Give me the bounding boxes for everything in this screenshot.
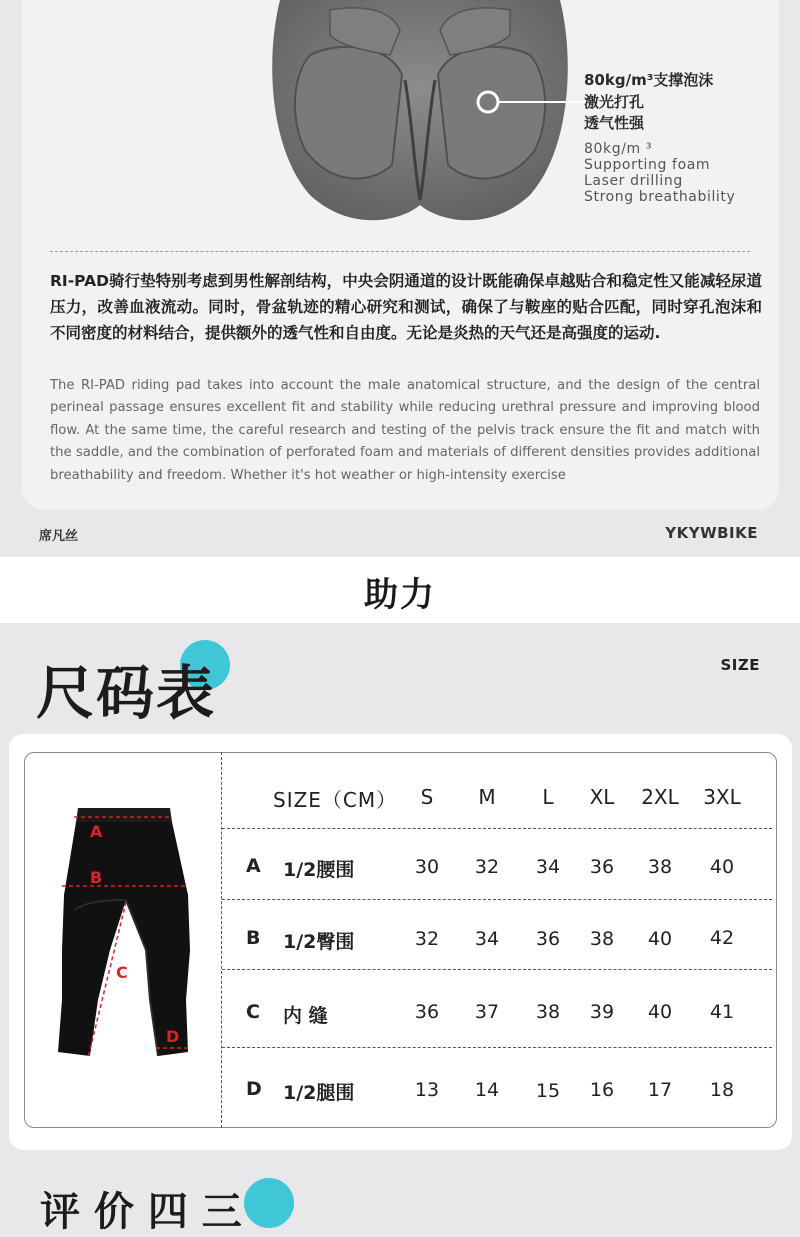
size-header: 3XL bbox=[703, 785, 741, 809]
row-label: 1/2腿围 bbox=[283, 1082, 355, 1104]
table-cell: 32 bbox=[414, 928, 440, 950]
callout-en-line-2: Supporting foam bbox=[584, 157, 711, 173]
description-english: The RI-PAD riding pad takes into account the male anatomical structure, and the design of the central perineal passage ensures excellent fit and stability while reducing urethral pressure and improving blood flow. At the same time, the careful research and testing of the pelvis track ensure the fit and match with the saddle, and the combination of perforated foam and materials of different densities provides additional breathability and freedom. Whether it's hot weather or high-intensity exercise bbox=[50, 378, 760, 483]
table-cell: 30 bbox=[414, 856, 440, 878]
table-row-divider bbox=[222, 899, 772, 900]
table-cell: 40 bbox=[647, 1001, 673, 1023]
size-header: XL bbox=[589, 785, 615, 809]
brand-left: 席凡丝 bbox=[39, 529, 79, 544]
table-cell: 41 bbox=[709, 1001, 735, 1023]
table-cell: 32 bbox=[474, 856, 500, 878]
marker-b: B bbox=[90, 868, 103, 887]
table-vertical-divider bbox=[221, 752, 222, 1128]
table-cell: 38 bbox=[535, 1001, 561, 1023]
row-label: 内 缝 bbox=[283, 1005, 328, 1027]
size-chart-title: 尺码表 bbox=[36, 659, 217, 727]
marker-d: D bbox=[166, 1027, 180, 1046]
brand-right: YKYWBIKE bbox=[665, 524, 758, 542]
table-cell: 40 bbox=[709, 856, 735, 878]
accent-circle bbox=[244, 1178, 294, 1228]
table-row-divider bbox=[222, 828, 772, 829]
row-label: 1/2臀围 bbox=[283, 931, 355, 953]
pants-diagram bbox=[50, 800, 200, 1062]
table-cell: 38 bbox=[647, 856, 673, 878]
table-cell: 13 bbox=[414, 1079, 440, 1101]
size-tag: SIZE bbox=[720, 656, 760, 674]
table-cell: 40 bbox=[647, 928, 673, 950]
dashed-divider bbox=[50, 251, 750, 252]
pad-feature-card bbox=[22, 0, 779, 510]
table-cell: 18 bbox=[709, 1079, 735, 1101]
size-header: 2XL bbox=[641, 785, 679, 809]
callout-en-line-3: Laser drilling bbox=[584, 173, 683, 189]
row-letter: B bbox=[246, 927, 261, 949]
table-cell: 16 bbox=[589, 1079, 615, 1101]
table-cell: 39 bbox=[589, 1001, 615, 1023]
callout-cn-line-3: 透气性强 bbox=[584, 114, 645, 132]
next-section-title: 评 价 四 三 bbox=[40, 1189, 242, 1235]
table-cell: 38 bbox=[589, 928, 615, 950]
marker-a: A bbox=[90, 822, 103, 841]
table-row-divider bbox=[222, 969, 772, 970]
table-cell: 36 bbox=[535, 928, 561, 950]
callout-cn-line-1: 80kg/m³支撑泡沫 bbox=[584, 71, 714, 89]
marker-c: C bbox=[116, 963, 128, 982]
table-cell: 17 bbox=[647, 1079, 673, 1101]
table-header-label: SIZE（CM） bbox=[273, 788, 398, 812]
row-letter: D bbox=[246, 1078, 262, 1100]
size-header: M bbox=[478, 785, 496, 809]
strip-title: 助力 bbox=[364, 575, 436, 615]
table-cell: 42 bbox=[709, 927, 735, 949]
description-chinese: RI-PAD骑行垫特别考虑到男性解剖结构，中央会阴通道的设计既能确保卓越贴合和稳定性又能减轻尿道压力，改善血液流动。同时，骨盆轨迹的精心研究和测试，确保了与鞍座的贴合匹配，同时穿孔泡沫和不同密度的材料结合，提供额外的透气性和自由度。无论是炎热的天气还是高强度的运动. bbox=[50, 272, 762, 342]
row-label: 1/2腰围 bbox=[283, 859, 355, 881]
callout-cn-line-2: 激光打孔 bbox=[584, 93, 645, 111]
table-cell: 15 bbox=[535, 1080, 561, 1102]
table-cell: 36 bbox=[589, 856, 615, 878]
callout-en-line-4: Strong breathability bbox=[584, 189, 736, 205]
table-cell: 37 bbox=[474, 1001, 500, 1023]
table-cell: 36 bbox=[414, 1001, 440, 1023]
table-cell: 14 bbox=[474, 1079, 500, 1101]
table-row-divider bbox=[222, 1047, 772, 1048]
callout-en-line-1: 80kg/m ³ bbox=[584, 141, 653, 157]
row-letter: A bbox=[246, 855, 261, 877]
row-letter: C bbox=[246, 1001, 260, 1023]
chamois-pad-image bbox=[240, 0, 600, 240]
table-cell: 34 bbox=[535, 856, 561, 878]
size-header: L bbox=[542, 785, 554, 809]
table-cell: 34 bbox=[474, 928, 500, 950]
size-header: S bbox=[420, 785, 434, 809]
